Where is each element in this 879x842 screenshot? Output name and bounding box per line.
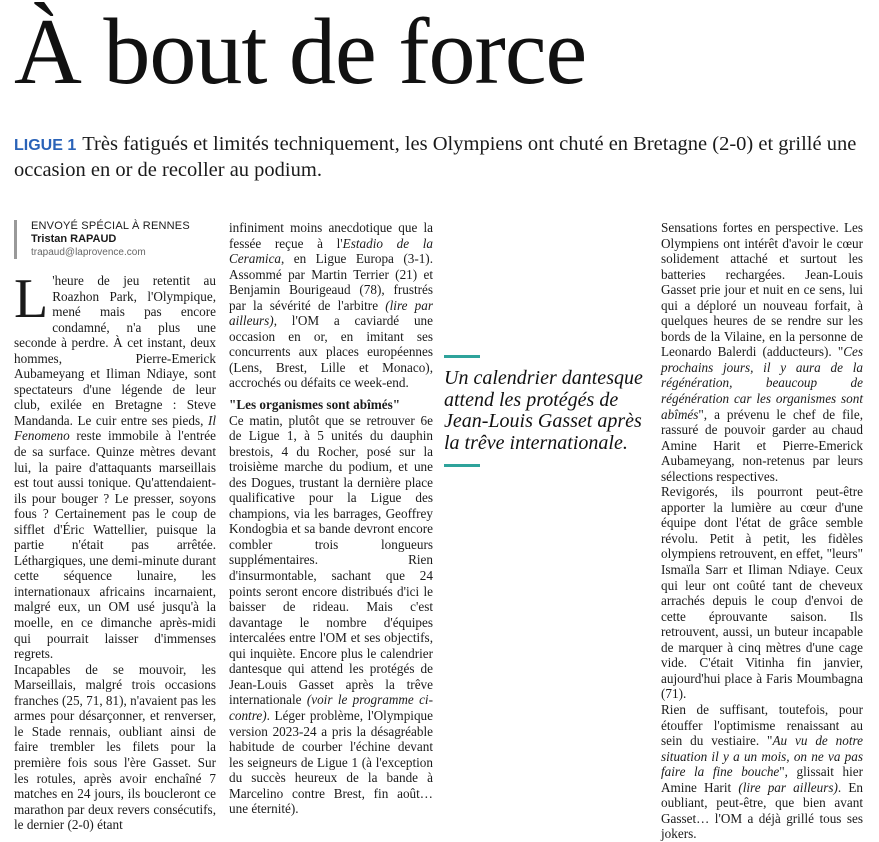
article-column-1	[14, 220, 216, 833]
deck	[14, 132, 874, 183]
paragraph: Revigorés, ils pourront peut-être apporter la lumière au cœur d'une équipe dont l'état de grâce semble révolu. Petit à petit, les fidèles olympiens retrouvent, en effet, "leurs" Ismaïla Sarr et Iliman Ndiaye. Ceux qui leur ont coûté tant de cheveux arrachés depuis le coup d'envoi de cette éprouvante saison. Ils retrouvent, aussi, un buteur incapable de marquer à cinq mètres d'une cage vide. C'était Vitinha fin janvier, aujourd'hui place à Faris Moumbagna (71).	[661, 484, 863, 702]
article-column-4	[661, 220, 863, 842]
paragraph: Incapables de se mouvoir, les Marseillais, malgré trois occasions franches (25, 71, 81), n'avaient pas les armes pour désarçonner, et renverser, le Stade rennais, oubliant ainsi de faire trembler les filets pour la première fois sous l'ère Gasset. Sur les rotules, après avoir enchaîné 7 matches en 24 jours, ils boucleront ce marathon par deux revers consécutifs, le dernier (2-0) étant	[14, 661, 216, 833]
paragraph: Rien de suffisant, toutefois, pour étouffer l'optimisme renaissant au sein du vestiaire. "Au vu de notre situation il y a un mois, on ne va pas faire la fine bouche", glissait hier Amine Harit (lire par ailleurs). En oubliant, peut-être, que bien avant Gasset… l'OM a déjà grillé tous ses jokers.	[661, 701, 864, 842]
article-column-2	[229, 220, 433, 817]
pull-quote-top-rule	[444, 355, 480, 358]
paragraph: infiniment moins anecdotique que la fessée reçue à l'Estadio de la Ceramica, en Ligue Europa (3-1). Assommé par Martin Terrier (21) et Benjamin Bourigeaud (78), frustrés par la sévérité de l'arbitre (lire par ailleurs), l'OM a caviardé une occasion en or, en imitant ses concurrents aux places européennes (Lens, Brest, Lille et Monaco), accrochés ou défaits ce week-end.	[229, 220, 433, 391]
drop-cap: L	[14, 268, 49, 330]
pull-quote-text: Un calendrier dantesque attend les protégés de Jean-Louis Gasset après la trêve internationale.	[444, 367, 643, 454]
byline	[14, 220, 216, 259]
pull-quote-bottom-rule	[444, 464, 480, 467]
pull-quote	[444, 355, 644, 467]
paragraph: L 'heure de jeu retentit au Roazhon Park, l'Olympique, mené mais pas encore condamné, n'a plus une seconde à perdre. À cet instant, deux hommes, Pierre-Emerick Aubameyang et Iliman Ndiaye, sont spectateurs d'une légende de leur club, exilée en Bretagne : Steve Mandanda. Le cuir entre ses pieds, Il Fenomeno reste immobile à l'entrée de sa surface. Quinze mètres devant lui, la paire d'attaquants marseillais est tout aussi tonique. Qu'attendaient-ils pour bouger ? Le presser, soyons fous ? Certainement pas le coup de sifflet d'Éric Wattellier, puisque la partie n'était pas arrêtée. Léthargiques, une demi-minute durant cette séquence lunaire, les internationaux africains incarnaient, malgré eux, un OM usé jusqu'à la moelle, en ce dimanche après-midi qui pourrait laisser d'immenses regrets.	[14, 268, 216, 662]
paragraph: Sensations fortes en perspective. Les Olympiens ont intérêt d'avoir le cœur solidement attaché et surtout les batteries rechargées. Jean-Louis Gasset prie jour et nuit en ce sens, lui qui a déploré un nouveau forfait, à quelques heures de se rendre sur les bords de la Vilaine, en la personne de Leonardo Balerdi (adducteurs). "Ces prochains jours, il y aura de la régénération, beaucoup de régénération car les organismes sont abîmés", a prévenu le chef de file, rassuré de pouvoir garder au chaud Amine Harit et Pierre-Emerick Aubameyang, non-retenus par leurs sélections respectives.	[661, 220, 863, 484]
section-kicker: LIGUE 1	[14, 137, 77, 154]
subheading: "Les organismes sont abîmés"	[229, 397, 401, 413]
byline-kicker: ENVOYÉ SPÉCIAL À RENNES	[31, 220, 190, 232]
headline: À bout de force	[14, 0, 587, 104]
paragraph: Ce matin, plutôt que se retrouver 6e de Ligue 1, à 5 unités du dauphin brestois, 4 du Rocher, posé sur la troisième marche du podium, et une des Dogues, trustant la dernière place qualificative pour la Ligue des champions, via les barrages, Geoffrey Kondogbia et sa bande devront encore combler trois longueurs supplémentaires. Rien d'insurmontable, sachant que 24 points seront encore distribués d'ici le baisser de rideau. Mais c'est davantage le nombre d'équipes intercalées entre l'OM et ses objectifs, qui inquiète. Encore plus le calendrier dantesque qui attend les protégés de Jean-Louis Gasset après la trêve internationale (voir le programme ci-contre). Léger problème, l'Olympique version 2023-24 a pris la désagréable habitude de courber l'échine devant les seigneurs de Ligue 1 (à l'exception du succès heureux de la bande à Marcelino contre Brest, fin août… une éternité).	[229, 412, 433, 817]
deck-text: Très fatigués et limités techniquement, les Olympiens ont chuté en Bretagne (2-0) et grillé une occasion en or de recoller au podium.	[14, 133, 857, 181]
byline-author: Tristan RAPAUD	[31, 233, 117, 245]
byline-email[interactable]: trapaud@laprovence.com	[31, 247, 146, 258]
